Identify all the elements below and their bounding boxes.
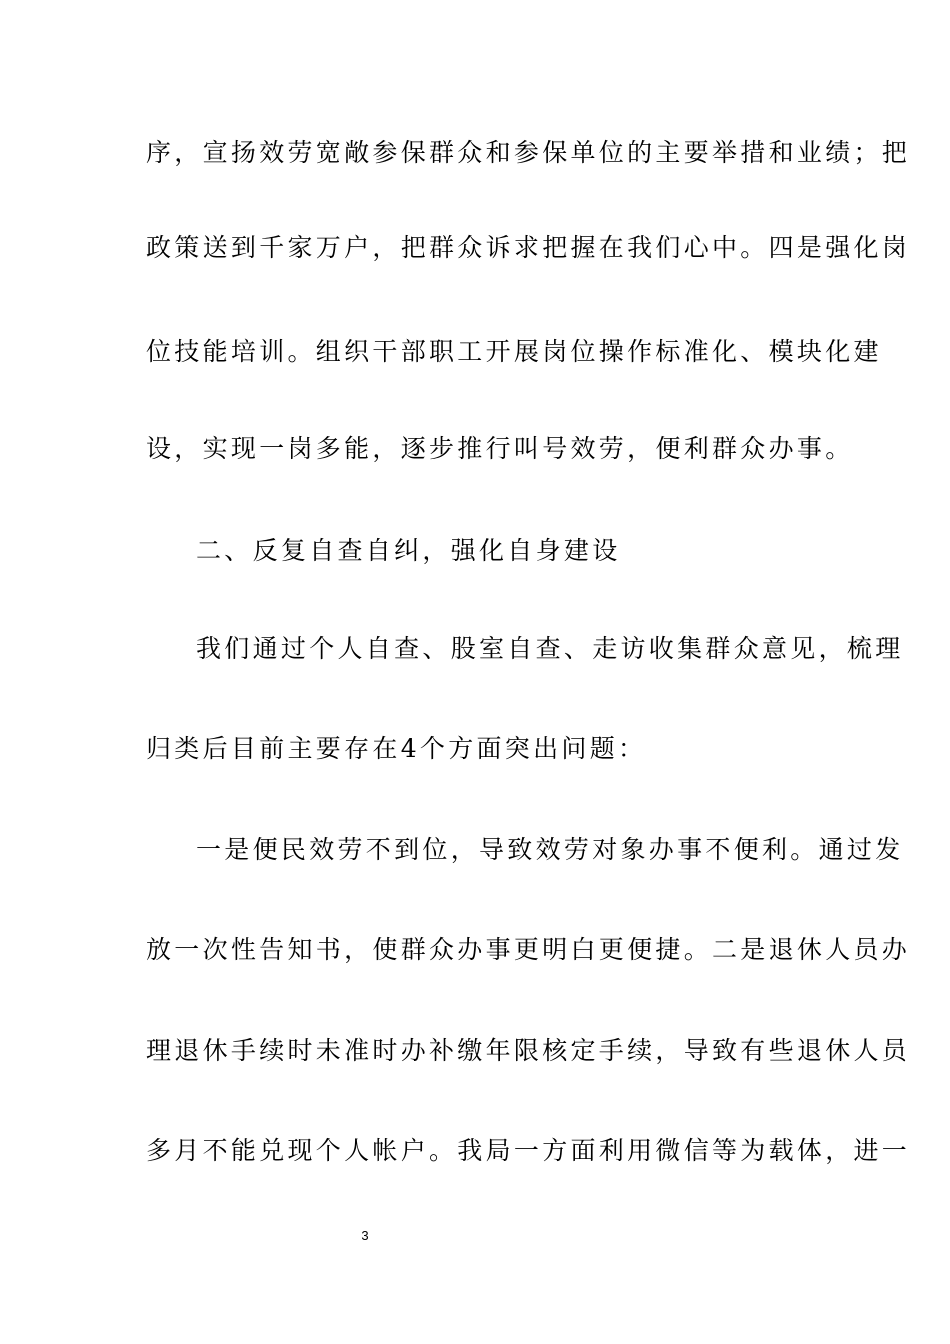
body-line-11: 多月不能兑现个人帐户。我局一方面利用微信等为载体，进一 [146, 1136, 911, 1165]
body-line-4: 设，实现一岗多能，逐步推行叫号效劳，便利群众办事。 [146, 434, 854, 463]
body-line-6: 我们通过个人自查、股室自查、走访收集群众意见，梳理 [196, 634, 904, 663]
section-heading: 二、反复自查自纠，强化自身建设 [196, 536, 621, 565]
body-line-3: 位技能培训。组织干部职工开展岗位操作标准化、模块化建 [146, 337, 882, 366]
body-line-10: 理退休手续时未准时办补缴年限核定手续，导致有些退休人员 [146, 1036, 911, 1065]
body-line-1: 序，宣扬效劳宽敞参保群众和参保单位的主要举措和业绩；把 [146, 138, 911, 167]
body-line-2: 政策送到千家万户，把群众诉求把握在我们心中。四是强化岗 [146, 233, 911, 262]
body-line-8: 一是便民效劳不到位，导致效劳对象办事不便利。通过发 [196, 835, 904, 864]
body-line-7: 归类后目前主要存在4个方面突出问题： [146, 734, 647, 763]
page-number: 3 [361, 1228, 369, 1243]
body-line-9: 放一次性告知书，使群众办事更明白更便捷。二是退休人员办 [146, 935, 911, 964]
